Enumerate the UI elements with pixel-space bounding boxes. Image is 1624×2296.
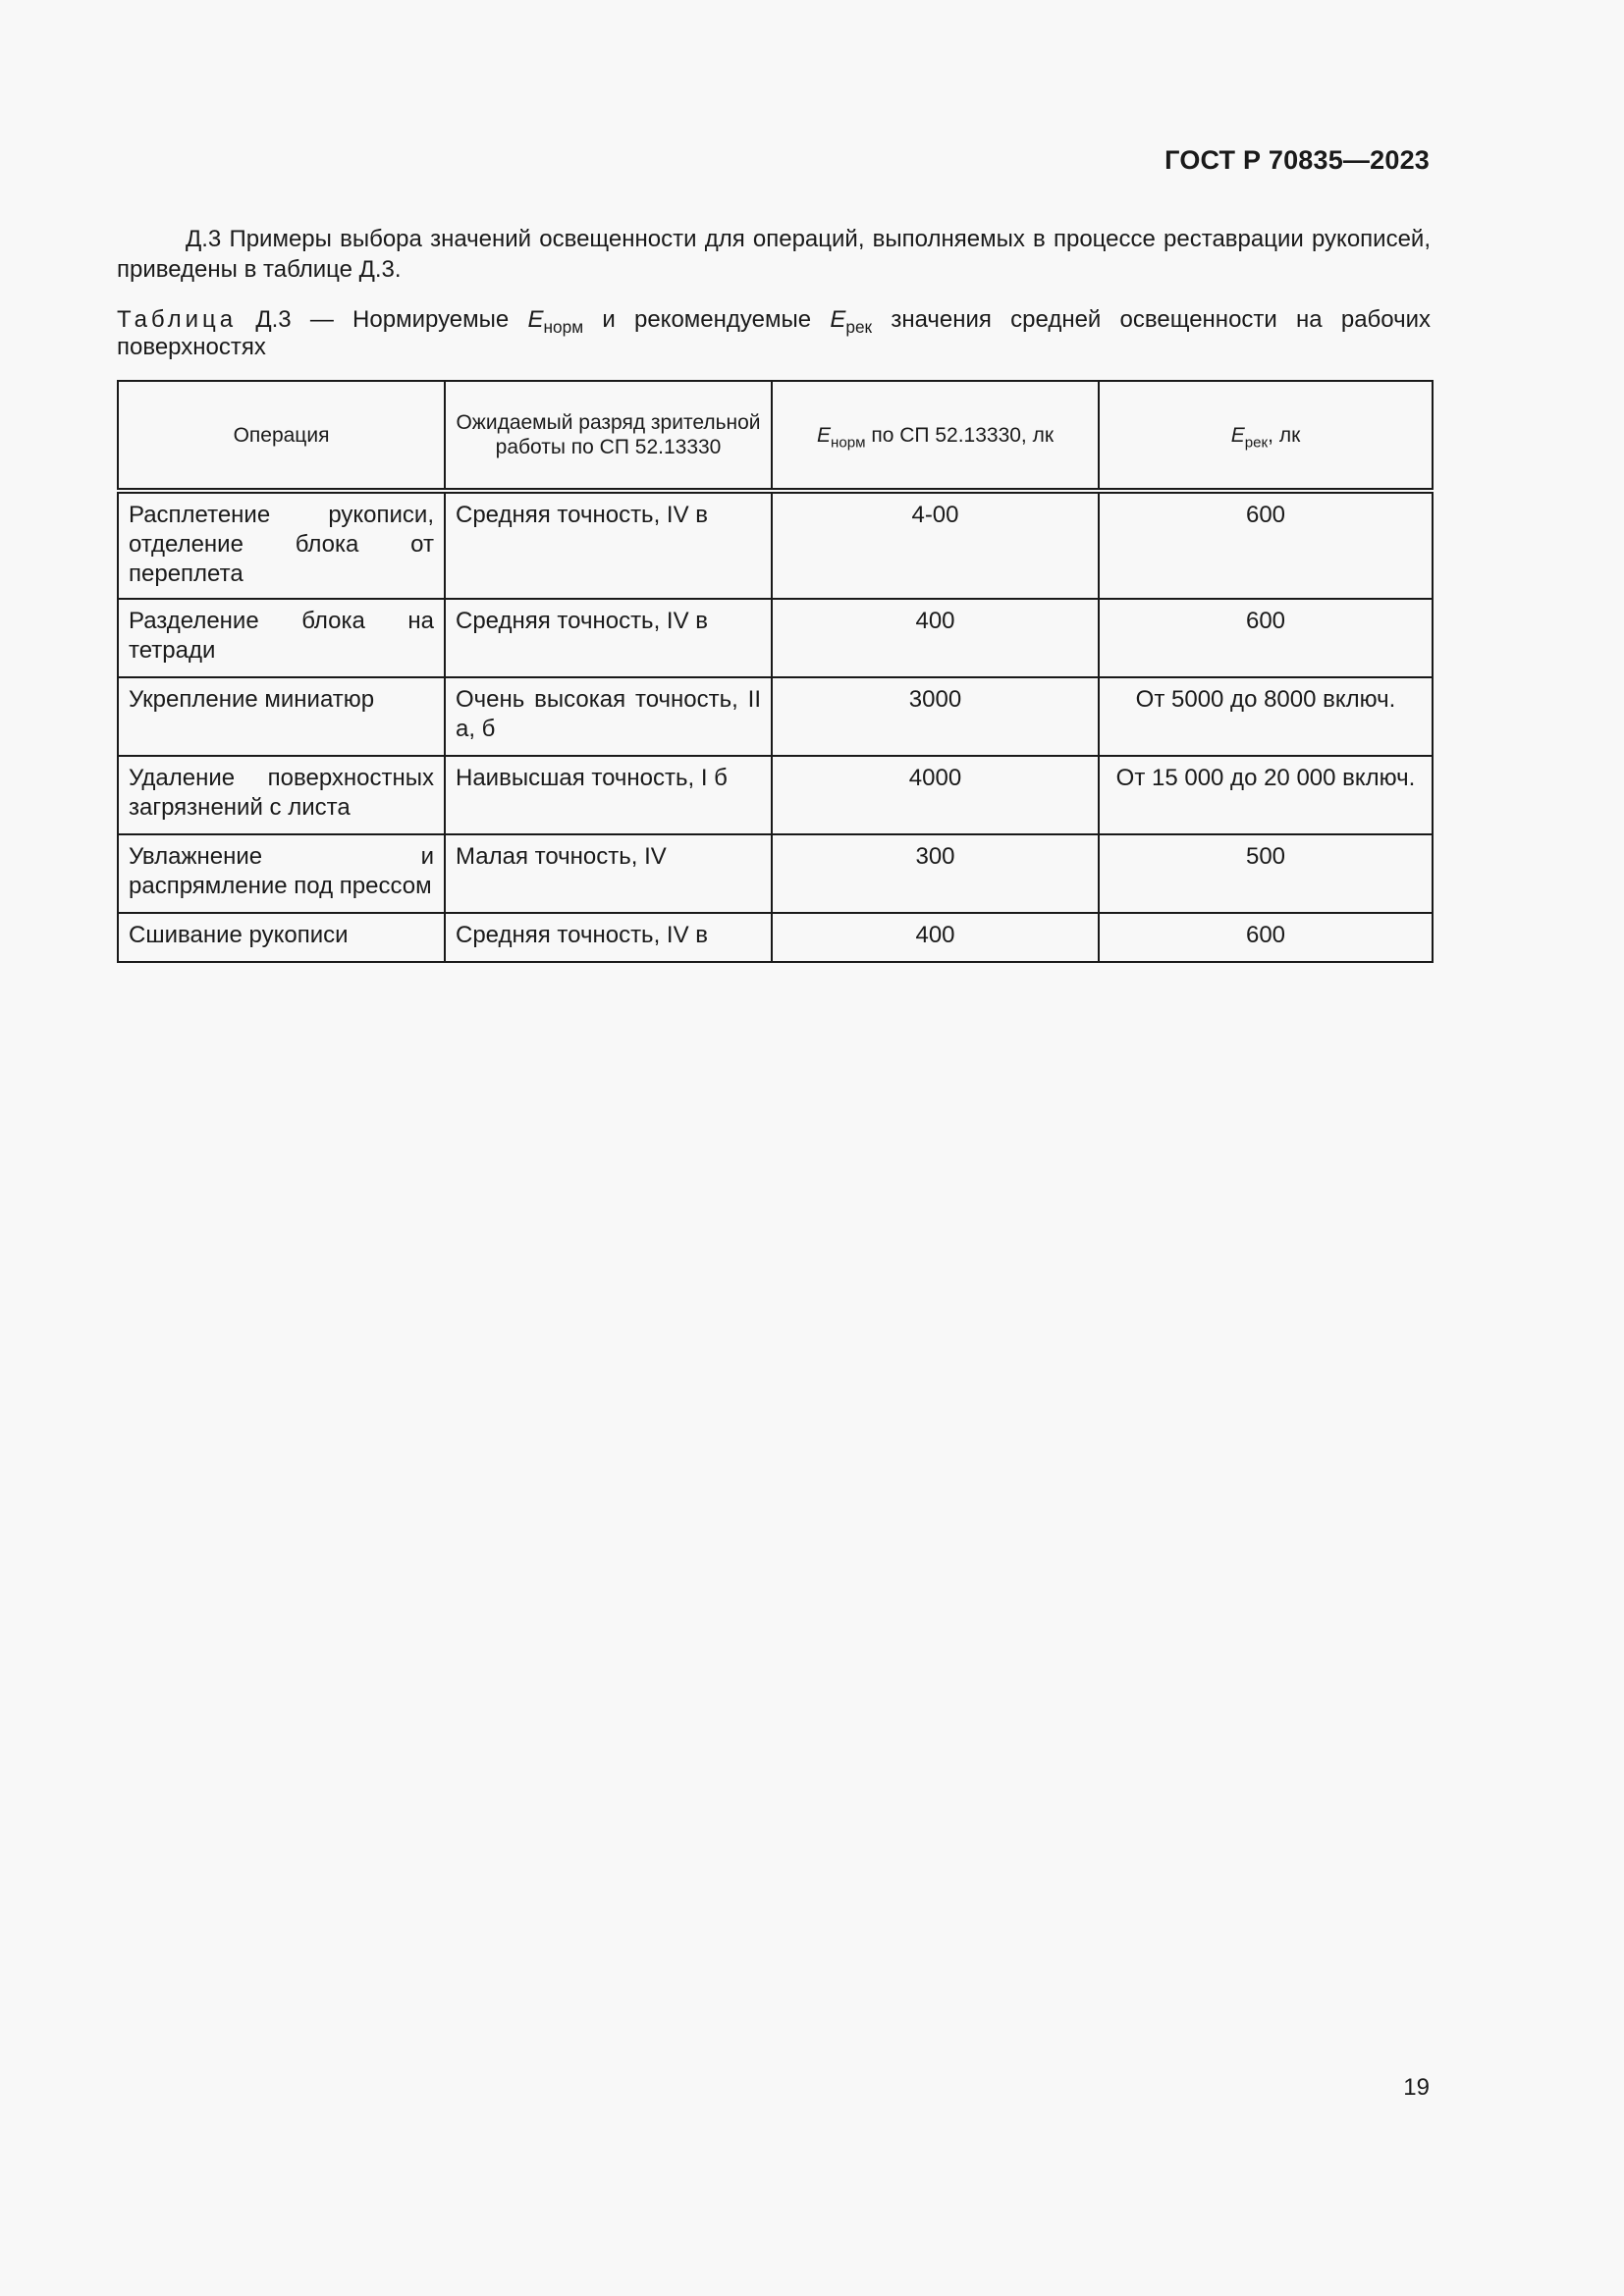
cell-operation: Расплетение рукописи, отделение блока от переплета xyxy=(118,491,445,599)
cell-e-norm: 3000 xyxy=(772,677,1099,756)
table-header-row xyxy=(118,381,1433,491)
cell-category: Средняя точность, IV в xyxy=(445,599,772,677)
cell-operation: Разделение блока на тетради xyxy=(118,599,445,677)
cell-e-rec: 500 xyxy=(1099,834,1433,913)
document-code: ГОСТ Р 70835—2023 xyxy=(1164,145,1430,175)
table-row xyxy=(118,599,1433,677)
illuminance-table xyxy=(117,380,1434,963)
header-e-norm-rest: по СП 52.13330, лк xyxy=(871,423,1055,447)
cell-e-norm: 300 xyxy=(772,834,1099,913)
cell-e-rec: 600 xyxy=(1099,913,1433,962)
header-e-rec xyxy=(1099,381,1433,491)
header-e-norm-letter: E xyxy=(816,423,831,447)
cell-e-norm: 4000 xyxy=(772,756,1099,834)
intro-text: Д.3 Примеры выбора значений освещенности для операций, выполняемых в процессе реставрации рукописей, приведены в таблице Д.3. xyxy=(117,226,1431,283)
caption-mid: и рекомендуемые xyxy=(602,306,812,333)
cell-operation: Увлажнение и распрямление под прессом xyxy=(118,834,445,913)
cell-category: Средняя точность, IV в xyxy=(445,913,772,962)
caption-rest: значения средней освещенности на рабочих поверхностях xyxy=(117,306,1432,360)
page-number: 19 xyxy=(1403,2074,1430,2101)
header-e-norm-sub: норм xyxy=(830,433,866,451)
header-e-rec-letter: E xyxy=(1230,423,1245,447)
cell-e-rec: От 15 000 до 20 000 включ. xyxy=(1099,756,1433,834)
header-category: Ожидаемый разряд зрительной работы по СП 52.13330 xyxy=(445,381,772,491)
header-operation: Операция xyxy=(118,381,445,491)
intro-paragraph xyxy=(117,224,1431,285)
table-row xyxy=(118,677,1433,756)
header-e-rec-rest: , лк xyxy=(1268,423,1301,447)
cell-e-norm: 400 xyxy=(772,913,1099,962)
header-e-rec-sub: рек xyxy=(1244,433,1269,451)
table-row xyxy=(118,491,1433,599)
table-caption xyxy=(117,306,1431,361)
cell-e-norm: 4-00 xyxy=(772,491,1099,599)
cell-operation: Укрепление миниатюр xyxy=(118,677,445,756)
caption-label: Таблица xyxy=(117,306,238,333)
table-row xyxy=(118,756,1433,834)
caption-number: Д.3 — Нормируемые xyxy=(255,306,510,333)
table-row xyxy=(118,834,1433,913)
caption-e-rec-sub: рек xyxy=(845,317,873,338)
cell-e-norm: 400 xyxy=(772,599,1099,677)
cell-operation: Сшивание рукописи xyxy=(118,913,445,962)
cell-category: Наивысшая точность, I б xyxy=(445,756,772,834)
caption-e-norm-sub: норм xyxy=(543,317,584,338)
cell-category: Малая точность, IV xyxy=(445,834,772,913)
caption-e-rec: E xyxy=(830,306,846,333)
table-row xyxy=(118,913,1433,962)
caption-e-norm: E xyxy=(527,306,544,333)
cell-e-rec: 600 xyxy=(1099,599,1433,677)
cell-operation: Удаление поверхностных загрязнений с листа xyxy=(118,756,445,834)
cell-category: Средняя точность, IV в xyxy=(445,491,772,599)
cell-e-rec: 600 xyxy=(1099,491,1433,599)
cell-e-rec: От 5000 до 8000 включ. xyxy=(1099,677,1433,756)
cell-category: Очень высокая точность, II а, б xyxy=(445,677,772,756)
header-e-norm xyxy=(772,381,1099,491)
